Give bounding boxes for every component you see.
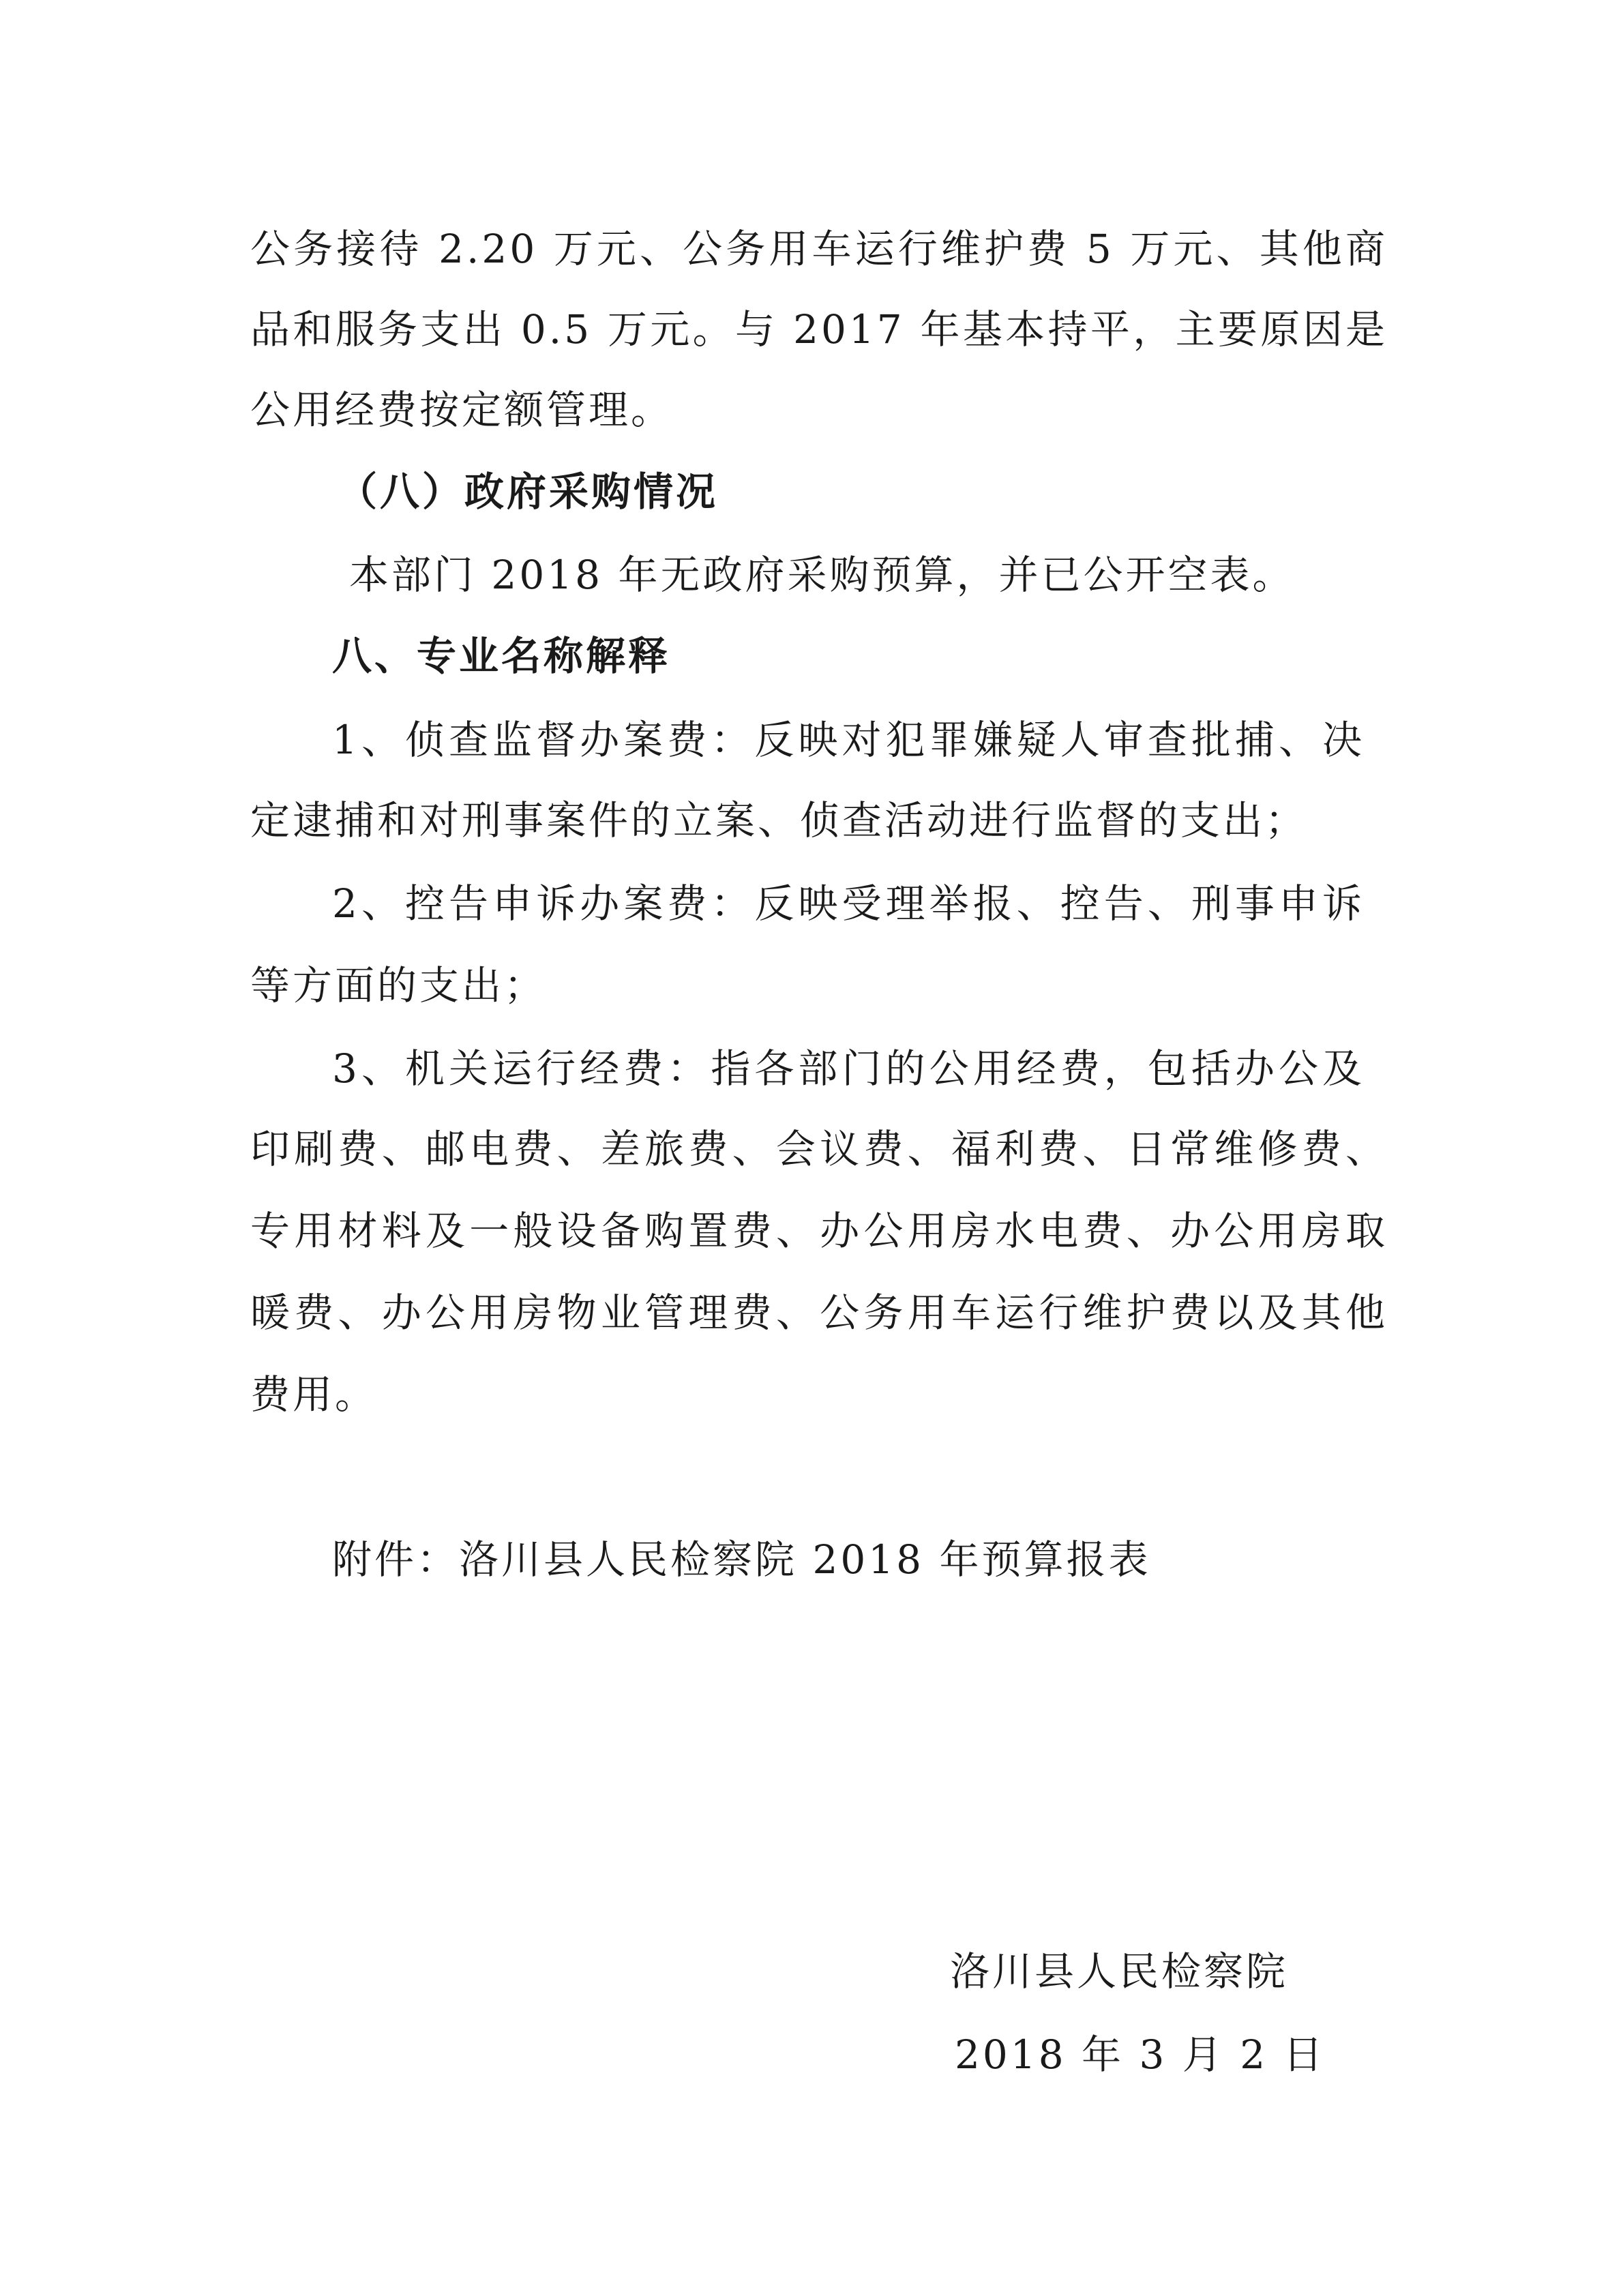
term1-line1: 1、侦查监督办案费：反映对犯罪嫌疑人审查批捕、决 — [332, 717, 1365, 763]
term2-line1: 2、控告申诉办案费：反映受理举报、控告、刑事申诉 — [332, 880, 1365, 927]
term3-line3: 专用材料及一般设备购置费、办公用房水电费、办公用房取 — [250, 1208, 1388, 1254]
para1-line2: 品和服务支出 0.5 万元。与 2017 年基本持平，主要原因是 — [250, 306, 1388, 353]
term1-line2: 定逮捕和对刑事案件的立案、侦查活动进行监督的支出； — [250, 797, 1308, 844]
para1-line3: 公用经费按定额管理。 — [250, 387, 674, 433]
heading-terms: 八、专业名称解释 — [332, 633, 671, 679]
term3-line1: 3、机关运行经费：指各部门的公用经费，包括办公及 — [332, 1045, 1365, 1092]
term3-line2: 印刷费、邮电费、差旅费、会议费、福利费、日常维修费、 — [250, 1126, 1388, 1172]
attachment-note: 附件：洛川县人民检察院 2018 年预算报表 — [332, 1536, 1151, 1583]
procurement-text: 本部门 2018 年无政府采购预算，并已公开空表。 — [349, 552, 1295, 598]
term3-line5: 费用。 — [250, 1371, 378, 1418]
para1-line1: 公务接待 2.20 万元、公务用车运行维护费 5 万元、其他商 — [250, 226, 1388, 272]
term2-line2: 等方面的支出； — [250, 962, 547, 1009]
signature-org: 洛川县人民检察院 — [950, 1948, 1289, 1995]
term3-line4: 暖费、办公用房物业管理费、公务用车运行维护费以及其他 — [250, 1289, 1388, 1336]
heading-procurement: （八）政府采购情况 — [338, 468, 719, 515]
signature-date: 2018 年 3 月 2 日 — [955, 2031, 1326, 2078]
